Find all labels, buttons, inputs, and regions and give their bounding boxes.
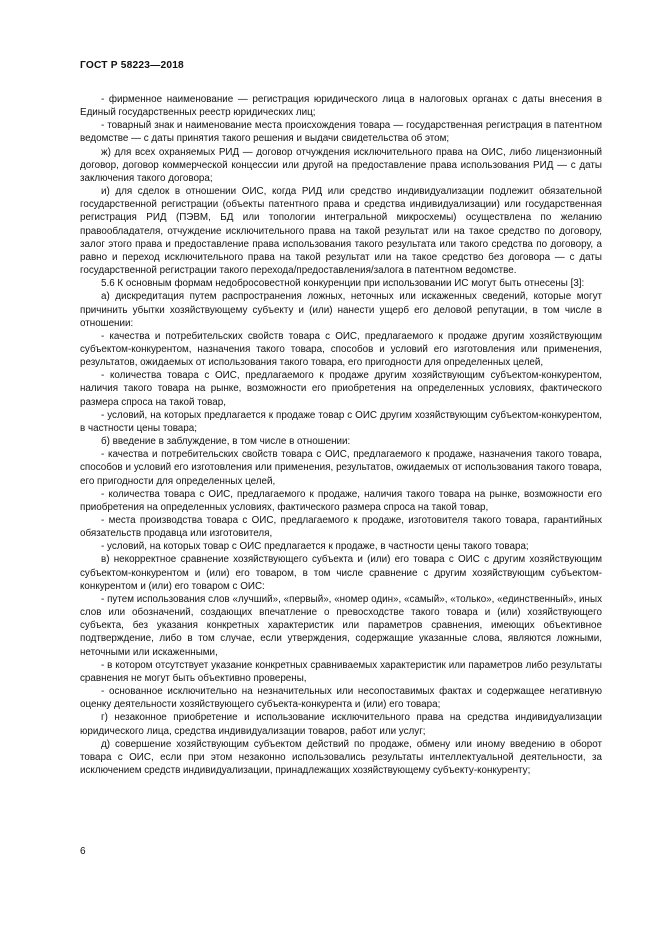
paragraph: 5.6 К основным формам недобросовестной конкуренции при использовании ИС могут быть отнесены [3]: — [101, 278, 585, 290]
paragraph: - условий, на которых товар с ОИС предлагается к продаже, в частности цены такого товара; — [101, 541, 529, 553]
body-text — [80, 93, 602, 777]
page-header: ГОСТ Р 58223—2018 — [80, 60, 184, 71]
paragraph: д) совершение хозяйствующим субъектом действий по продаже, обмену или иному введению в оборот товара с ОИС, если при этом незаконно использовались результаты интеллектуальной деятельности, за исключением средств индивидуализации, принадлежащих хозяйствующему субъекту-конкуренту; — [80, 738, 602, 776]
page-number: 6 — [80, 846, 86, 857]
paragraph: - качества и потребительских свойств товара с ОИС, предлагаемого к продаже, назначения такого товара, способов и условий его изготовления или применения, результатов, ожидаемых от использования такого товара, его пригодности для определенных целей, — [80, 449, 602, 487]
paragraph: и) для сделок в отношении ОИС, когда РИД или средство индивидуализации подлежит обязательной государственной регистрации (объекты патентного права и средства индивидуализации) или государственная регистрация РИД (ПЭВМ, БД или топологии интегральной микросхемы) осуществлена по желанию правообладателя, отчуждение исключительного права на такой результат или на такое средство по договору, залог этого права и предоставление права использования такого результата или такого средства по договору, а равно и переход исключительного права на такой результат или на такое средство без договора — с даты государственной регистрации такого перехода/предоставления/залога в патентном ведомстве. — [80, 186, 602, 277]
paragraph: - товарный знак и наименование места происхождения товара — государственная регистрация в патентном ведомстве — с даты принятия такого решения и выдачи свидетельства об этом; — [80, 120, 602, 145]
paragraph: - качества и потребительских свойств товара с ОИС, предлагаемого к продаже другим хозяйствующим субъектом-конкурентом, назначения такого товара, способов и условий его изготовления или применения, результатов, ожидаемых от использования такого товара, его пригодности для определенных целей, — [80, 330, 602, 369]
paragraph: а) дискредитация путем распространения ложных, неточных или искаженных сведений, которые могут причинить убытки хозяйствующему субъекту и (или) нанести ущерб его деловой репутации, в том числе в отношении: — [80, 291, 602, 329]
paragraph: - фирменное наименование — регистрация юридического лица в налоговых органах с даты внесения в Единый государственных реестр юридических лиц; — [80, 94, 602, 119]
paragraph: - места производства товара с ОИС, предлагаемого к продаже, изготовителя такого товара, гарантийных обязательств продавца или изготовителя, — [80, 515, 602, 540]
paragraph: - в котором отсутствует указание конкретных сравниваемых характеристик или параметров либо результаты сравнения не могут быть объективно проверены, — [80, 659, 602, 684]
paragraph: б) введение в заблуждение, в том числе в отношении: — [101, 436, 351, 448]
paragraph: - основанное исключительно на незначительных или несопоставимых фактах и содержащее негативную оценку деятельности хозяйствующего субъекта-конкурента и (или) его товара; — [80, 686, 602, 711]
paragraph: - количества товара с ОИС, предлагаемого к продаже другим хозяйствующим субъектом-конкурентом, наличия такого товара на рынке, возможности его приобретения на определенных условиях, фактического размера спроса на такой товар, — [80, 370, 602, 408]
paragraph: - количества товара с ОИС, предлагаемого к продаже, наличия такого товара на рынке, возможности его приобретения на определенных условиях, фактического размера спроса на такой товар, — [80, 488, 602, 513]
paragraph: - путем использования слов «лучший», «первый», «номер один», «самый», «только», «единственный», иных слов или обозначений, создающих впечатление о превосходстве такого товара и (или) хозяйствующего субъекта, без указания конкретных характеристик или параметров сравнения, имеющих объективное подтверждение, либо в том случае, если утверждения, содержащие указанные слова, являются ложными, неточными или искаженными, — [80, 593, 602, 658]
paragraph: ж) для всех охраняемых РИД — договор отчуждения исключительного права на ОИС, либо лицензионный договор, договор коммерческой концессии или другой на предоставление права использования РИД — с даты заключения такого договора; — [80, 146, 602, 184]
paragraph: г) незаконное приобретение и использование исключительного права на средства индивидуализации юридического лица, средства индивидуализации товаров, работ или услуг; — [80, 712, 602, 737]
paragraph: в) некорректное сравнение хозяйствующего субъекта и (или) его товара с ОИС с другим хозяйствующим субъектом-конкурентом и (или) его товаром, в том числе сравнение с другим хозяйствующим субъектом-конкурентом и (или) его товаром с ОИС: — [80, 554, 602, 592]
paragraph: - условий, на которых предлагается к продаже товар с ОИС другим хозяйствующим субъектом-конкурентом, в частности цены товара; — [80, 409, 602, 434]
